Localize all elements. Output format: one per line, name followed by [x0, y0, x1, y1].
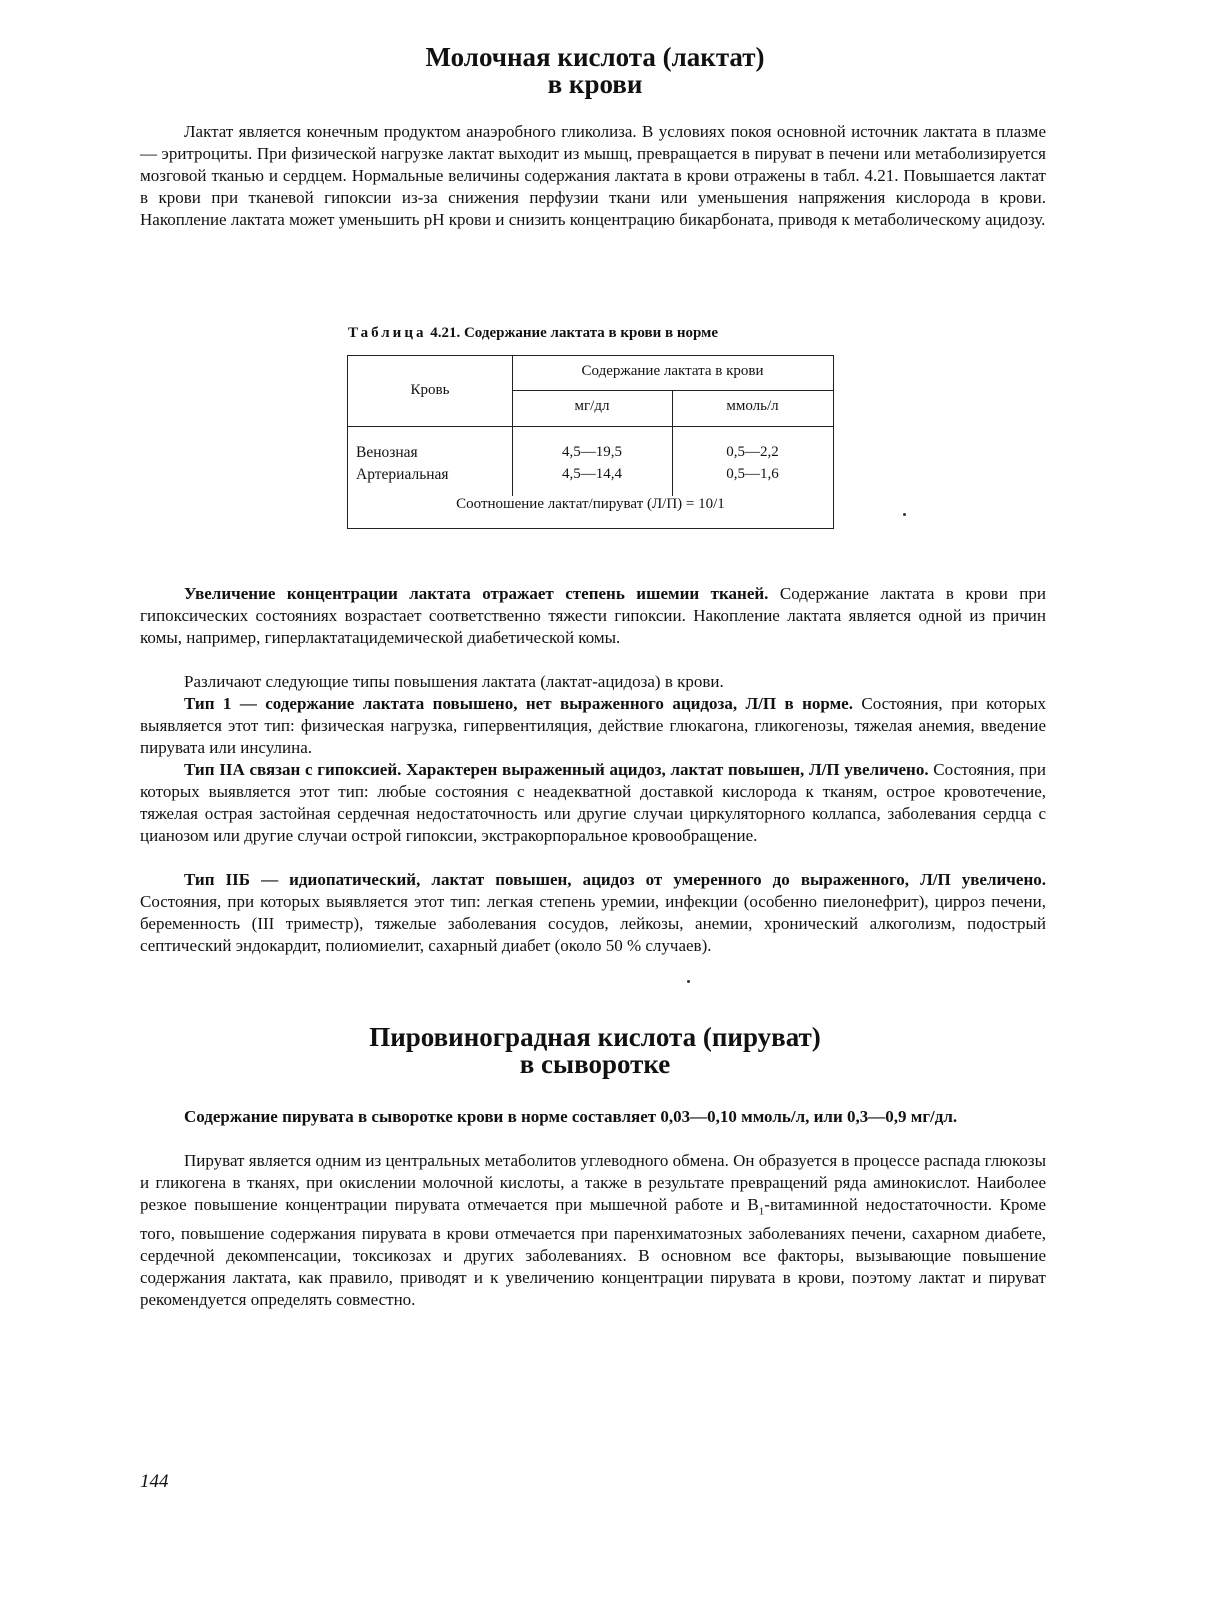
paragraph-text: -витаминной недостаточности. Кроме того, повышение содержания пирувата в крови отмечается при паренхиматозных заболеваниях печени, сахарном диабете, сердечной декомпенсации, токсикозах и других заболеваниях. В основном все факторы, вызывающие повышение содержания лактата, как правило, приводят и к увеличению концентрации пирувата в крови, поэтому лактат и пируват рекомендуется определять совместно.	[140, 1194, 1046, 1309]
paragraph-types-intro: Различают следующие типы повышения лактата (лактат-ацидоза) в крови.	[184, 672, 724, 691]
lactate-norm-table	[347, 355, 834, 529]
paragraph-lead-bold: Увеличение концентрации лактата отражает степень ишемии тканей.	[184, 584, 769, 603]
title-line-2: в крови	[547, 69, 643, 99]
table-cell-mmol: 0,5—1,6	[726, 466, 779, 482]
vitamin-subscript: 1	[758, 1205, 765, 1218]
table-cell-mmol: 0,5—2,2	[726, 444, 779, 460]
table-caption-text: 4.21. Содержание лактата в крови в норме	[426, 325, 718, 341]
section-title-lactate	[0, 44, 1190, 98]
paragraph-text: Пируват является одним из центральных метаболитов углеводного обмена. Он образуется в процессе распада глюкозы и гликогена в тканях, при окислении молочной кислоты, а также в результате превращений ряда аминокислот. Наиболее резкое повышение концентрации пирувата отмечается при мышечной работе и B	[140, 1151, 1046, 1214]
title-line-1: Пировиноградная кислота (пируват)	[369, 1022, 821, 1052]
table-cell-mgdl: 4,5—14,4	[562, 466, 622, 482]
lactate-intro-paragraph: Лактат является конечным продуктом анаэробного гликолиза. В условиях покоя основной источник лактата в плазме — эритроциты. При физической нагрузке лактат выходит из мышц, превращается в пируват в печени или метаболизируется мозговой тканью и сердцем. Нормальные величины содержания лактата в крови отражены в табл. 4.21. Повышается лактат в крови при тканевой гипоксии из-за снижения перфузии ткани или уменьшения напряжения кислорода в крови. Накопление лактата может уменьшить pH крови и снизить концентрацию бикарбоната, приводя к метаболическому ацидозу.	[140, 122, 1046, 229]
table-divider	[348, 426, 833, 427]
table-divider	[512, 390, 833, 391]
paragraph-text: Состояния, при которых выявляется этот тип: легкая степень уремии, инфекции (особенно пиелонефрит), цирроз печени, беременность (III триместр), тяжелые заболевания сосудов, лейкозы, анемии, хронический алкоголизм, подострый септический эндокардит, полиомиелит, сахарный диабет (около 50 % случаев).	[140, 891, 1046, 955]
table-ratio-note: Соотношение лактат/пируват (Л/П) = 10/1	[456, 496, 725, 512]
table-header-lactate-group: Содержание лактата в крови	[581, 363, 764, 379]
paragraph-lead-bold: Тип IIА связан с гипоксией. Характерен выраженный ацидоз, лактат повышен, Л/П увеличено.	[184, 760, 929, 779]
pyruvate-norm-paragraph	[140, 1106, 1046, 1128]
title-line-2: в сыворотке	[519, 1049, 671, 1079]
pyruvate-description-paragraph	[140, 1150, 1046, 1311]
table-row-label: Венозная	[356, 444, 418, 461]
paragraph-text: Состояния, при которых выявляется этот тип: любые состояния с неадекватной доставкой кислорода к тканям, острое кровотечение, тяжелая острая застойная сердечная недостаточность или другие случаи циркуляторного коллапса, заболевания сердца с цианозом или другие случаи острой гипоксии, экстракорпоральное кровообращение.	[140, 760, 1046, 845]
paragraph-type-2b	[140, 869, 1046, 957]
page-number: 144	[140, 1471, 169, 1492]
print-speck	[903, 513, 906, 516]
table-header-mgdl: мг/дл	[574, 398, 610, 414]
table-caption	[348, 325, 718, 342]
table-header-blood: Кровь	[410, 382, 450, 398]
table-cell-mgdl: 4,5—19,5	[562, 444, 622, 460]
paragraph-type-2a	[140, 759, 1046, 847]
paragraph-lead-bold: Тип IIБ — идиопатический, лактат повышен, ацидоз от умеренного до выраженного, Л/П увеличено.	[184, 870, 1046, 889]
table-row-label: Артериальная	[356, 466, 449, 483]
paragraph-text: Содержание лактата в крови при гипоксических состояниях возрастает соответственно тяжести гипоксии. Накопление лактата является одной из причин комы, например, гиперлактатацидемической диабетической комы.	[140, 584, 1046, 647]
section-title-pyruvate	[0, 1024, 1190, 1078]
paragraph-ischemia	[140, 583, 1046, 649]
paragraph-text: Состояния, при которых выявляется этот тип: физическая нагрузка, гипервентиляция, действие глюкагона, гликогенозы, тяжелая анемия, введение пирувата или инсулина.	[140, 694, 1046, 757]
paragraph-lead-bold: Содержание пирувата в сыворотке крови в норме составляет 0,03—0,10 ммоль/л, или 0,3—0,9 мг/дл.	[184, 1107, 958, 1126]
paragraph-lead-bold: Тип 1 — содержание лактата повышено, нет выраженного ацидоза, Л/П в норме.	[184, 694, 853, 713]
table-caption-label: Таблица	[348, 325, 427, 341]
paragraph-type-1	[140, 693, 1046, 759]
table-header-mmol: ммоль/л	[726, 398, 779, 414]
print-speck	[687, 980, 690, 983]
title-line-1: Молочная кислота (лактат)	[425, 42, 765, 72]
